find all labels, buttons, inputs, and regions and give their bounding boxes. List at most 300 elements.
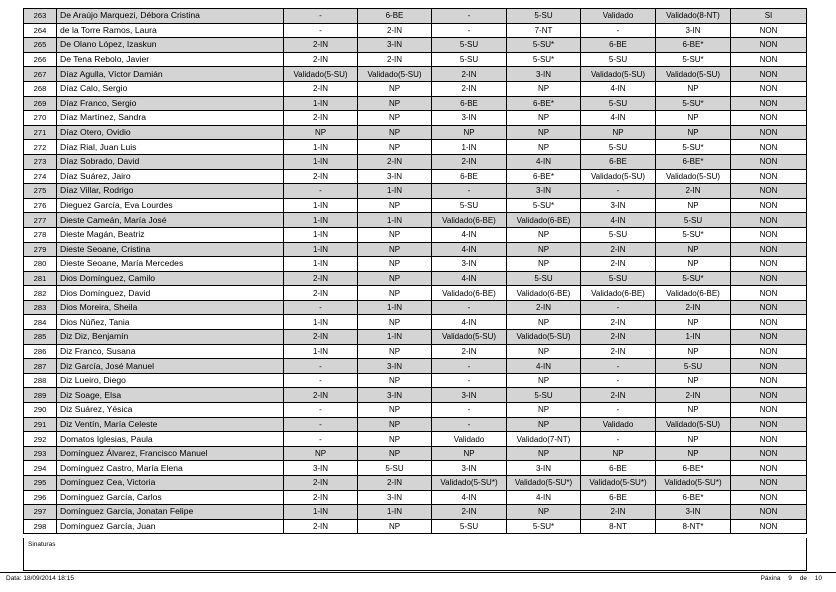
table-row [24,184,807,199]
page-total: 10 [814,575,822,582]
grade-cell-2: NP [358,227,432,242]
grade-cell-7: NON [731,300,807,315]
row-number-cell: 297 [24,505,57,520]
grade-cell-4: 6-BE* [507,96,581,111]
grade-cell-3: - [432,417,507,432]
grade-cell-1: 2-IN [284,111,358,126]
grade-cell-1: 1-IN [284,227,358,242]
table-row [24,432,807,447]
grade-cell-2: NP [358,111,432,126]
grade-cell-3: 5-SU [432,519,507,534]
grade-cell-7: NON [731,373,807,388]
student-name-cell: Domínguez García, Carlos [57,490,284,505]
table-row [24,23,807,38]
table-row [24,271,807,286]
row-number-cell: 281 [24,271,57,286]
grade-cell-6: Validado(6-BE) [656,286,731,301]
grade-cell-7: NON [731,461,807,476]
grade-cell-4: NP [507,505,581,520]
grade-cell-3: - [432,9,507,24]
table-body [24,9,807,534]
student-name-cell: Díaz Sobrado, David [57,154,284,169]
grade-cell-2: 2-IN [358,154,432,169]
grade-cell-4: NP [507,344,581,359]
grade-cell-6: NP [656,446,731,461]
grade-cell-6: 6-BE* [656,154,731,169]
grade-cell-3: 5-SU [432,38,507,53]
grade-cell-4: Validado(5-SU*) [507,476,581,491]
grade-cell-7: NON [731,403,807,418]
grade-cell-6: 5-SU* [656,96,731,111]
grade-cell-4: 4-IN [507,490,581,505]
grade-cell-4: NP [507,242,581,257]
student-name-cell: Dieste Seoane, María Mercedes [57,257,284,272]
grade-cell-7: NON [731,81,807,96]
grade-cell-4: 2-IN [507,300,581,315]
student-name-cell: Díaz Franco, Sergio [57,96,284,111]
grade-cell-2: NP [358,403,432,418]
row-number-cell: 263 [24,9,57,24]
grade-cell-5: - [581,373,656,388]
grade-cell-2: 1-IN [358,330,432,345]
grade-cell-4: 5-SU [507,388,581,403]
grade-cell-5: - [581,300,656,315]
grade-cell-6: Validado(5-SU*) [656,476,731,491]
grade-cell-7: NON [731,38,807,53]
table-row [24,111,807,126]
table-row [24,388,807,403]
grade-cell-6: 3-IN [656,23,731,38]
grade-cell-1: 2-IN [284,476,358,491]
table-row [24,38,807,53]
grade-cell-4: NP [507,403,581,418]
student-name-cell: Dios Domínguez, David [57,286,284,301]
grade-cell-2: 6-BE [358,9,432,24]
student-name-cell: Domínguez Álvarez, Francisco Manuel [57,446,284,461]
student-name-cell: Domínguez Cea, Victoria [57,476,284,491]
grade-cell-2: NP [358,432,432,447]
grade-cell-2: NP [358,242,432,257]
grade-cell-4: 3-IN [507,184,581,199]
row-number-cell: 286 [24,344,57,359]
grade-cell-6: NP [656,111,731,126]
grades-table [23,8,807,534]
student-name-cell: Dios Núñez, Tania [57,315,284,330]
grade-cell-6: Validado(5-SU) [656,417,731,432]
grade-cell-5: 2-IN [581,257,656,272]
table-row [24,359,807,374]
grade-cell-2: NP [358,271,432,286]
student-name-cell: Díaz Rial, Juan Luis [57,140,284,155]
grade-cell-1: 2-IN [284,286,358,301]
grade-cell-3: - [432,359,507,374]
grade-cell-2: 2-IN [358,23,432,38]
row-number-cell: 267 [24,67,57,82]
row-number-cell: 268 [24,81,57,96]
grade-cell-2: 2-IN [358,476,432,491]
grade-cell-3: Validado(5-SU*) [432,476,507,491]
grade-cell-6: NP [656,344,731,359]
row-number-cell: 275 [24,184,57,199]
grade-cell-5: 4-IN [581,81,656,96]
grade-cell-4: NP [507,227,581,242]
table-row [24,9,807,24]
grade-cell-6: NP [656,81,731,96]
student-name-cell: Domínguez García, Juan [57,519,284,534]
grade-cell-6: 2-IN [656,388,731,403]
grade-cell-1: 1-IN [284,242,358,257]
grade-cell-2: 1-IN [358,300,432,315]
row-number-cell: 279 [24,242,57,257]
grade-cell-4: 5-SU [507,271,581,286]
grade-cell-5: 2-IN [581,242,656,257]
row-number-cell: 265 [24,38,57,53]
grade-cell-5: NP [581,125,656,140]
grade-cell-7: NON [731,476,807,491]
student-name-cell: De Araújo Marquezi, Débora Cristina [57,9,284,24]
grade-cell-1: 2-IN [284,388,358,403]
grade-cell-4: NP [507,81,581,96]
grade-cell-3: 1-IN [432,140,507,155]
page-number: 9 [788,575,792,582]
grade-cell-6: Validado(5-SU) [656,169,731,184]
grade-cell-1: 1-IN [284,154,358,169]
grade-cell-4: 5-SU* [507,52,581,67]
grade-cell-7: NON [731,169,807,184]
grade-cell-6: 6-BE* [656,38,731,53]
grade-cell-2: NP [358,519,432,534]
student-name-cell: Domínguez Castro, María Elena [57,461,284,476]
grade-cell-7: NON [731,271,807,286]
table-row [24,242,807,257]
grade-cell-3: 2-IN [432,505,507,520]
grade-cell-3: - [432,300,507,315]
grade-cell-5: Validado(5-SU) [581,169,656,184]
page-of-label: de [799,575,807,582]
grade-cell-5: 2-IN [581,315,656,330]
grade-cell-2: 5-SU [358,461,432,476]
grade-cell-6: NP [656,403,731,418]
grade-cell-6: 5-SU [656,213,731,228]
grade-cell-1: 1-IN [284,96,358,111]
grade-cell-7: NON [731,23,807,38]
student-name-cell: Díaz Martínez, Sandra [57,111,284,126]
grade-cell-4: 6-BE* [507,169,581,184]
grade-cell-7: NON [731,417,807,432]
grade-cell-6: 2-IN [656,184,731,199]
row-number-cell: 274 [24,169,57,184]
student-name-cell: Dios Domínguez, Camilo [57,271,284,286]
grade-cell-4: NP [507,446,581,461]
grade-cell-5: 2-IN [581,330,656,345]
grade-cell-7: NON [731,125,807,140]
grade-cell-1: - [284,23,358,38]
grade-cell-5: - [581,184,656,199]
grade-cell-5: 2-IN [581,344,656,359]
grade-cell-3: 3-IN [432,111,507,126]
grade-cell-7: NON [731,359,807,374]
grade-cell-7: NON [731,242,807,257]
grade-cell-5: 5-SU [581,96,656,111]
grade-cell-1: 2-IN [284,52,358,67]
grade-cell-4: 7-NT [507,23,581,38]
grade-cell-2: 3-IN [358,359,432,374]
grade-cell-3: 2-IN [432,154,507,169]
date-value: 18/09/2014 18:15 [23,575,74,582]
grade-cell-2: 3-IN [358,169,432,184]
footer-divider [0,572,836,573]
grade-cell-3: 4-IN [432,490,507,505]
row-number-cell: 272 [24,140,57,155]
grade-cell-6: 5-SU* [656,271,731,286]
student-name-cell: Díaz Suárez, Jairo [57,169,284,184]
grade-cell-3: Validado(5-SU) [432,330,507,345]
student-name-cell: de la Torre Ramos, Laura [57,23,284,38]
grade-cell-1: - [284,403,358,418]
row-number-cell: 287 [24,359,57,374]
grade-cell-7: NON [731,315,807,330]
student-name-cell: Dieste Seoane, Cristina [57,242,284,257]
student-name-cell: Domínguez García, Jonatan Felipe [57,505,284,520]
grade-cell-7: SI [731,9,807,24]
grade-cell-2: Validado(5-SU) [358,67,432,82]
grade-cell-7: NON [731,67,807,82]
grade-cell-2: NP [358,96,432,111]
table-row [24,344,807,359]
grade-cell-6: NP [656,198,731,213]
grade-cell-7: NON [731,432,807,447]
grade-cell-7: NON [731,52,807,67]
grade-cell-1: 2-IN [284,81,358,96]
grade-cell-1: 1-IN [284,213,358,228]
grade-cell-3: 6-BE [432,96,507,111]
row-number-cell: 276 [24,198,57,213]
grade-cell-5: 6-BE [581,490,656,505]
table-row [24,505,807,520]
row-number-cell: 296 [24,490,57,505]
grade-cell-3: 2-IN [432,344,507,359]
grade-cell-4: 5-SU* [507,198,581,213]
grade-cell-4: 5-SU [507,9,581,24]
table-row [24,315,807,330]
row-number-cell: 288 [24,373,57,388]
grade-cell-2: NP [358,315,432,330]
grade-cell-5: 4-IN [581,111,656,126]
grade-cell-7: NON [731,257,807,272]
grade-cell-2: NP [358,417,432,432]
row-number-cell: 270 [24,111,57,126]
grade-cell-7: NON [731,505,807,520]
student-name-cell: Domatos Iglesias, Paula [57,432,284,447]
grade-cell-1: - [284,184,358,199]
grade-cell-4: Validado(5-SU) [507,330,581,345]
grade-cell-5: NP [581,446,656,461]
grade-cell-3: 4-IN [432,315,507,330]
student-name-cell: Dieste Cameán, María José [57,213,284,228]
student-name-cell: Dieguez García, Eva Lourdes [57,198,284,213]
grade-cell-6: 3-IN [656,505,731,520]
grade-cell-4: 3-IN [507,461,581,476]
grade-cell-3: 6-BE [432,169,507,184]
student-name-cell: Diz Lueiro, Diego [57,373,284,388]
grade-cell-5: 3-IN [581,198,656,213]
grade-cell-4: 4-IN [507,359,581,374]
student-name-cell: Diz Soage, Elsa [57,388,284,403]
grade-cell-1: - [284,432,358,447]
row-number-cell: 282 [24,286,57,301]
table-row [24,403,807,418]
grade-cell-7: NON [731,184,807,199]
row-number-cell: 269 [24,96,57,111]
grade-cell-4: Validado(7-NT) [507,432,581,447]
student-name-cell: Diz Suárez, Yésica [57,403,284,418]
grade-cell-2: NP [358,344,432,359]
grade-cell-4: NP [507,373,581,388]
grade-cell-4: NP [507,125,581,140]
grade-cell-4: NP [507,140,581,155]
student-name-cell: Dios Moreira, Sheila [57,300,284,315]
page-label: Páxina [760,575,781,582]
footer-pagination [755,575,822,582]
row-number-cell: 283 [24,300,57,315]
grade-cell-3: - [432,184,507,199]
grade-cell-3: Validado(6-BE) [432,213,507,228]
signature-label: Sinaturas [28,541,56,548]
grade-cell-4: NP [507,417,581,432]
table-row [24,198,807,213]
table-row [24,446,807,461]
table-row [24,140,807,155]
grade-cell-6: 1-IN [656,330,731,345]
grade-cell-2: NP [358,286,432,301]
grade-cell-3: 5-SU [432,198,507,213]
date-label: Data: [6,575,22,582]
grade-cell-3: 3-IN [432,461,507,476]
grade-cell-1: 1-IN [284,140,358,155]
grade-cell-7: NON [731,490,807,505]
grade-cell-2: 1-IN [358,184,432,199]
grade-cell-3: NP [432,125,507,140]
grade-cell-7: NON [731,330,807,345]
row-number-cell: 295 [24,476,57,491]
grade-cell-2: NP [358,125,432,140]
grade-cell-1: NP [284,125,358,140]
grade-cell-4: Validado(6-BE) [507,213,581,228]
grade-cell-3: 4-IN [432,271,507,286]
table-row [24,373,807,388]
row-number-cell: 264 [24,23,57,38]
grade-cell-2: NP [358,373,432,388]
table-row [24,300,807,315]
grade-cell-3: 4-IN [432,242,507,257]
student-name-cell: Diz Franco, Susana [57,344,284,359]
row-number-cell: 292 [24,432,57,447]
grade-cell-3: 3-IN [432,388,507,403]
grade-cell-6: 5-SU* [656,52,731,67]
row-number-cell: 290 [24,403,57,418]
row-number-cell: 298 [24,519,57,534]
grade-cell-5: 8-NT [581,519,656,534]
grade-cell-5: 6-BE [581,38,656,53]
grade-cell-5: 5-SU [581,271,656,286]
grade-cell-6: 6-BE* [656,490,731,505]
row-number-cell: 294 [24,461,57,476]
student-name-cell: Díaz Otero, Ovidio [57,125,284,140]
table-row [24,461,807,476]
table-row [24,154,807,169]
student-name-cell: Diz García, José Manuel [57,359,284,374]
grade-cell-7: NON [731,519,807,534]
student-name-cell: Diz Ventín, María Celeste [57,417,284,432]
student-name-cell: De Olano López, Izaskun [57,38,284,53]
grade-cell-1: - [284,373,358,388]
table-row [24,52,807,67]
grade-cell-6: NP [656,432,731,447]
grade-cell-1: - [284,300,358,315]
grade-cell-1: 2-IN [284,330,358,345]
grade-cell-1: - [284,359,358,374]
grade-cell-4: 4-IN [507,154,581,169]
grade-cell-1: Validado(5-SU) [284,67,358,82]
grade-cell-4: 5-SU* [507,38,581,53]
grade-cell-5: - [581,359,656,374]
grade-cell-2: NP [358,257,432,272]
grade-cell-7: NON [731,227,807,242]
grade-cell-7: NON [731,140,807,155]
grade-cell-5: 5-SU [581,52,656,67]
table-row [24,213,807,228]
grade-cell-2: 1-IN [358,213,432,228]
grade-cell-1: 2-IN [284,169,358,184]
grade-cell-4: Validado(6-BE) [507,286,581,301]
row-number-cell: 284 [24,315,57,330]
grade-cell-5: 2-IN [581,505,656,520]
grade-cell-6: NP [656,315,731,330]
grade-cell-1: 1-IN [284,505,358,520]
grade-cell-3: 2-IN [432,67,507,82]
grade-cell-7: NON [731,198,807,213]
student-name-cell: Díaz Agulla, Víctor Damián [57,67,284,82]
table-row [24,125,807,140]
grade-cell-1: 1-IN [284,257,358,272]
grade-cell-6: 5-SU* [656,140,731,155]
grade-cell-5: Validado [581,417,656,432]
table-row [24,169,807,184]
grade-cell-1: 1-IN [284,315,358,330]
grade-cell-1: 3-IN [284,461,358,476]
student-name-cell: Diz Diz, Benjamín [57,330,284,345]
grade-cell-4: NP [507,257,581,272]
signature-box [23,538,807,571]
grade-cell-3: Validado [432,432,507,447]
grade-cell-6: NP [656,242,731,257]
grade-cell-1: 2-IN [284,519,358,534]
grade-cell-6: Validado(8-NT) [656,9,731,24]
grade-cell-1: - [284,417,358,432]
grade-cell-6: NP [656,257,731,272]
row-number-cell: 266 [24,52,57,67]
student-name-cell: De Tena Rebolo, Javier [57,52,284,67]
grade-cell-7: NON [731,111,807,126]
grade-cell-2: 3-IN [358,38,432,53]
grade-cell-5: Validado(6-BE) [581,286,656,301]
grade-cell-4: NP [507,315,581,330]
grade-cell-5: 2-IN [581,388,656,403]
grade-cell-5: - [581,432,656,447]
grade-cell-1: NP [284,446,358,461]
grade-cell-5: - [581,403,656,418]
grade-cell-3: 3-IN [432,257,507,272]
